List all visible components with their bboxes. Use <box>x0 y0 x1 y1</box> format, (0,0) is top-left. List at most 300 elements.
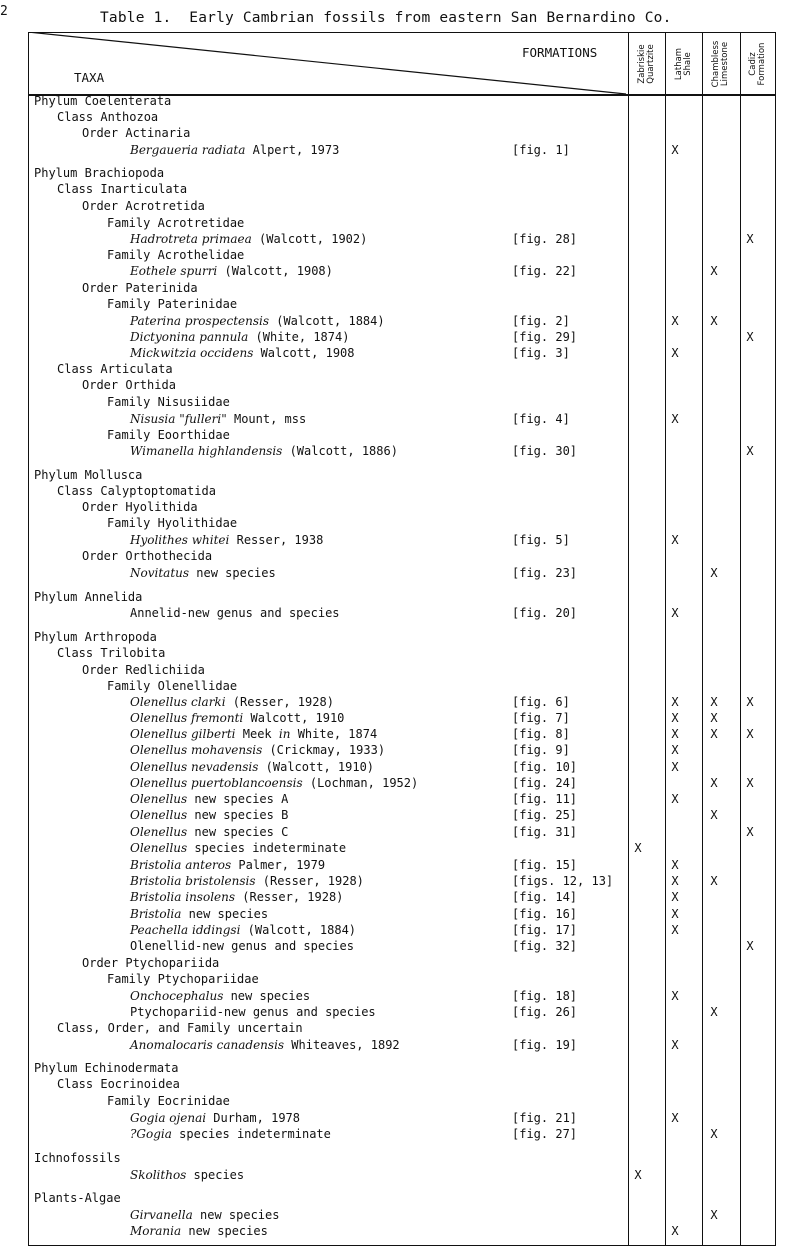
taxon-text-part: new species <box>192 1208 280 1222</box>
taxon-text-part: (Lochman, 1952) <box>302 776 419 790</box>
taxon-name <box>130 1037 400 1053</box>
table-row <box>0 873 800 889</box>
taxon-text-part: Family Nisusiidae <box>107 395 230 409</box>
occurrence-mark-cham: X <box>710 264 718 278</box>
taxon-name <box>130 726 377 742</box>
table-row <box>0 807 800 823</box>
taxon-name <box>82 377 176 393</box>
taxon-italic-part: Peachella iddingsi <box>130 923 241 937</box>
taxon-italic-part: Onchocephalus <box>130 989 224 1003</box>
occurrence-mark-lat: X <box>671 874 679 888</box>
taxon-text-part: (Walcott, 1902) <box>251 232 368 246</box>
taxon-text-part: new species <box>181 1224 268 1238</box>
taxon-text-part: Family Eoorthidae <box>107 428 230 442</box>
table-row <box>0 313 800 329</box>
occurrence-mark-lat: X <box>671 760 679 774</box>
column-header-latham-shale <box>667 36 701 92</box>
taxon-text-part: Class, Order, and Family uncertain <box>57 1021 303 1035</box>
taxon-italic-part: Olenellus fremonti <box>130 711 244 725</box>
taxon-italic-part: Olenellus <box>130 841 188 855</box>
figure-reference: [fig. 26] <box>512 1005 578 1019</box>
taxon-text-part: Plants-Algae <box>34 1191 121 1205</box>
taxon-name <box>130 938 354 954</box>
taxon-name <box>130 1223 268 1239</box>
table-row <box>0 1207 800 1223</box>
taxon-text-part: species indeterminate <box>187 841 347 855</box>
table-row <box>0 1037 800 1053</box>
figure-reference: [figs. 12, 13] <box>512 874 614 888</box>
table-row <box>0 125 800 141</box>
table-row <box>0 988 800 1004</box>
taxon-text-part: Phylum Mollusca <box>34 468 143 482</box>
taxon-name <box>130 313 385 329</box>
figure-reference: [fig. 14] <box>512 890 578 904</box>
taxon-text-part: Whiteaves, 1892 <box>284 1038 400 1052</box>
taxon-text-part: Order Paterinida <box>82 281 198 295</box>
taxon-italic-part: Olenellus clarki <box>130 695 226 709</box>
taxon-name <box>130 775 418 791</box>
taxon-text-part: Mount, mss <box>226 412 307 426</box>
occurrence-mark-lat: X <box>671 346 679 360</box>
table-row <box>0 231 800 247</box>
taxon-text-part: White, 1874 <box>290 727 378 741</box>
taxon-name <box>34 93 171 109</box>
table-row <box>0 532 800 548</box>
taxon-name <box>57 645 165 661</box>
occurrence-mark-cham: X <box>710 1127 718 1141</box>
table-row <box>0 165 800 181</box>
occurrence-mark-lat: X <box>671 743 679 757</box>
taxon-name <box>130 922 356 938</box>
taxon-italic-part: Novitatus <box>130 566 190 580</box>
occurrence-mark-lat: X <box>671 143 679 157</box>
occurrence-mark-cad: X <box>746 695 754 709</box>
taxon-name <box>130 1110 300 1126</box>
table-row <box>0 548 800 564</box>
taxon-text-part: species <box>186 1168 245 1182</box>
figure-reference: [fig. 9] <box>512 743 570 757</box>
table-row <box>0 198 800 214</box>
taxon-text-part: Order Ptychopariida <box>82 956 220 970</box>
table-row <box>0 629 800 645</box>
column-header-label: Cadiz Formation <box>748 42 767 86</box>
taxon-text-part: (White, 1874) <box>248 330 350 344</box>
page-number: 2 <box>0 4 8 19</box>
taxon-name <box>34 1060 179 1076</box>
taxon-name <box>107 515 237 531</box>
taxon-italic-part: Gogia ojenai <box>130 1111 207 1125</box>
taxon-name <box>57 181 187 197</box>
taxon-italic-part: ?Gogia <box>130 1127 172 1141</box>
table-row <box>0 1093 800 1109</box>
occurrence-mark-cham: X <box>710 711 718 725</box>
taxon-name <box>82 499 198 515</box>
taxon-name <box>130 988 310 1004</box>
taxon-name <box>130 142 339 158</box>
occurrence-mark-lat: X <box>671 412 679 426</box>
taxon-name <box>82 280 198 296</box>
taxon-name <box>130 1207 279 1223</box>
taxon-text-part: new species A <box>187 792 289 806</box>
taxon-italic-part: Bristolia anteros <box>130 858 232 872</box>
table-row <box>0 1190 800 1206</box>
taxon-name <box>130 231 367 247</box>
taxon-text-part: Family Eocrinidae <box>107 1094 230 1108</box>
figure-reference: [fig. 7] <box>512 711 570 725</box>
figure-reference: [fig. 28] <box>512 232 578 246</box>
taxon-name <box>34 467 142 483</box>
taxon-italic-part: Nisusia "fulleri" <box>130 412 227 426</box>
taxon-text-part: new species <box>189 566 276 580</box>
figure-reference: [fig. 20] <box>512 606 578 620</box>
taxon-italic-part: in <box>278 727 291 741</box>
table-row <box>0 263 800 279</box>
occurrence-mark-cham: X <box>710 727 718 741</box>
column-header-label: Zabriskie Quartzite <box>637 44 656 84</box>
occurrence-mark-cad: X <box>746 939 754 953</box>
taxon-italic-part: Hyolithes whitei <box>130 533 230 547</box>
figure-reference: [fig. 1] <box>512 143 570 157</box>
taxon-italic-part: Olenellus puertoblancoensis <box>130 776 303 790</box>
taxon-italic-part: Olenellus nevadensis <box>130 760 259 774</box>
taxon-name <box>130 889 343 905</box>
taxon-text-part: (Walcott, 1884) <box>240 923 357 937</box>
taxon-text-part: Family Acrotretidae <box>107 216 245 230</box>
figure-reference: [fig. 21] <box>512 1111 578 1125</box>
occurrence-mark-cad: X <box>746 444 754 458</box>
table-row <box>0 515 800 531</box>
table-row <box>0 280 800 296</box>
taxon-text-part: Class Trilobita <box>57 646 166 660</box>
table-row <box>0 694 800 710</box>
taxon-name <box>34 1150 121 1166</box>
taxon-text-part: Class Anthozoa <box>57 110 159 124</box>
taxon-text-part: (Walcott, 1910) <box>258 760 375 774</box>
taxon-text-part: Phylum Annelida <box>34 590 143 604</box>
table-row <box>0 345 800 361</box>
table-row <box>0 109 800 125</box>
taxon-name <box>34 1190 121 1206</box>
taxon-name <box>107 971 259 987</box>
table-row <box>0 483 800 499</box>
table-row <box>0 889 800 905</box>
figure-reference: [fig. 15] <box>512 858 578 872</box>
taxa-label: TAXA <box>74 70 105 85</box>
taxon-name <box>130 345 355 361</box>
table-row <box>0 775 800 791</box>
figure-reference: [fig. 3] <box>512 346 570 360</box>
table-row <box>0 759 800 775</box>
taxon-text-part: Phylum Arthropoda <box>34 630 157 644</box>
taxon-text-part: (Walcott, 1886) <box>282 444 398 458</box>
occurrence-mark-cad: X <box>746 727 754 741</box>
occurrence-mark-cad: X <box>746 232 754 246</box>
occurrence-mark-lat: X <box>671 606 679 620</box>
taxon-italic-part: Paterina prospectensis <box>130 314 269 328</box>
occurrence-mark-cad: X <box>746 776 754 790</box>
taxon-name <box>130 791 288 807</box>
table-row <box>0 142 800 158</box>
occurrence-mark-lat: X <box>671 314 679 328</box>
table-row <box>0 938 800 954</box>
taxon-italic-part: Wimanella highlandensis <box>130 444 283 458</box>
table-row <box>0 971 800 987</box>
figure-reference: [fig. 17] <box>512 923 578 937</box>
table-row <box>0 1076 800 1092</box>
table-row <box>0 605 800 621</box>
table-row <box>0 565 800 581</box>
figure-reference: [fig. 8] <box>512 727 570 741</box>
taxon-name <box>130 873 364 889</box>
taxon-name <box>107 215 244 231</box>
occurrence-mark-lat: X <box>671 1111 679 1125</box>
table-row <box>0 645 800 661</box>
taxon-italic-part: Olenellus gilberti <box>130 727 236 741</box>
taxon-name <box>82 955 219 971</box>
taxon-italic-part: Bergaueria radiata <box>130 143 246 157</box>
table-row <box>0 181 800 197</box>
occurrence-mark-lat: X <box>671 533 679 547</box>
taxon-italic-part: Olenellus mohavensis <box>130 743 263 757</box>
occurrence-mark-cham: X <box>710 314 718 328</box>
column-header-chambless-limestone <box>704 36 738 92</box>
taxon-text-part: Family Paterinidae <box>107 297 238 311</box>
table-row <box>0 791 800 807</box>
taxon-name <box>130 565 276 581</box>
taxon-name <box>130 857 325 873</box>
taxon-text-part: (Resser, 1928) <box>255 874 364 888</box>
taxon-name <box>57 1020 303 1036</box>
table-row <box>0 726 800 742</box>
taxon-text-part: Class Calyptoptomatida <box>57 484 216 498</box>
taxon-text-part: Order Actinaria <box>82 126 191 140</box>
table-row <box>0 922 800 938</box>
figure-reference: [fig. 19] <box>512 1038 578 1052</box>
figure-reference: [fig. 25] <box>512 808 578 822</box>
occurrence-mark-lat: X <box>671 858 679 872</box>
header-diagonal-divider <box>28 32 628 96</box>
taxon-italic-part: Girvanella <box>130 1208 193 1222</box>
taxon-text-part: Order Acrotretida <box>82 199 205 213</box>
formations-label: FORMATIONS <box>522 45 598 60</box>
taxon-text-part: new species <box>223 989 311 1003</box>
taxon-text-part: Family Ptychopariidae <box>107 972 259 986</box>
table-row <box>0 467 800 483</box>
taxon-text-part: Order Redlichiida <box>82 663 205 677</box>
figure-reference: [fig. 10] <box>512 760 578 774</box>
table-row <box>0 377 800 393</box>
taxon-name <box>107 247 244 263</box>
taxon-name <box>34 165 164 181</box>
taxon-text-part: Family Hyolithidae <box>107 516 238 530</box>
figure-reference: [fig. 23] <box>512 566 578 580</box>
taxon-text-part: Family Acrothelidae <box>107 248 245 262</box>
table-row <box>0 678 800 694</box>
taxon-name <box>107 296 237 312</box>
taxon-text-part: Family Olenellidae <box>107 679 238 693</box>
taxon-name <box>130 807 288 823</box>
taxon-text-part: (Walcott, 1884) <box>269 314 385 328</box>
taxon-text-part: (Resser, 1928) <box>225 695 334 709</box>
taxon-name <box>130 263 333 279</box>
taxon-name <box>82 198 205 214</box>
taxon-text-part: (Walcott, 1908) <box>217 264 333 278</box>
taxon-text-part: Ptychopariid-new genus and species <box>130 1005 376 1019</box>
occurrence-mark-lat: X <box>671 711 679 725</box>
taxon-name <box>130 1004 376 1020</box>
taxon-text-part: Order Orthida <box>82 378 176 392</box>
taxon-text-part: new species <box>181 907 269 921</box>
table-row <box>0 840 800 856</box>
taxon-name <box>107 427 230 443</box>
table-row <box>0 1020 800 1036</box>
table-row <box>0 710 800 726</box>
taxon-name <box>57 483 216 499</box>
figure-reference: [fig. 24] <box>512 776 578 790</box>
taxon-text-part: Resser, 1938 <box>229 533 324 547</box>
taxon-name <box>82 548 212 564</box>
table-row <box>0 499 800 515</box>
taxon-italic-part: Olenellus <box>130 808 188 822</box>
table-row <box>0 1110 800 1126</box>
table-row <box>0 1223 800 1239</box>
occurrence-mark-cham: X <box>710 695 718 709</box>
taxon-name <box>57 361 173 377</box>
taxon-name <box>130 742 385 758</box>
table-row <box>0 824 800 840</box>
table-row <box>0 296 800 312</box>
taxon-name <box>130 824 288 840</box>
figure-reference: [fig. 29] <box>512 330 578 344</box>
taxon-name <box>107 394 230 410</box>
taxon-name <box>130 710 344 726</box>
table-row <box>0 742 800 758</box>
table-row <box>0 93 800 109</box>
taxon-text-part: Class Inarticulata <box>57 182 188 196</box>
taxon-name <box>130 1126 331 1142</box>
occurrence-mark-cham: X <box>710 1208 718 1222</box>
occurrence-mark-lat: X <box>671 890 679 904</box>
taxon-italic-part: Bristolia insolens <box>130 890 236 904</box>
table-row <box>0 443 800 459</box>
taxon-text-part: Walcott, 1908 <box>253 346 355 360</box>
taxon-italic-part: Morania <box>130 1224 182 1238</box>
taxon-text-part: Annelid-new genus and species <box>130 606 340 620</box>
figure-reference: [fig. 4] <box>512 412 570 426</box>
taxon-italic-part: Bristolia bristolensis <box>130 874 256 888</box>
taxon-name <box>130 411 306 427</box>
taxon-text-part: Walcott, 1910 <box>243 711 345 725</box>
taxon-text-part: Class Eocrinoidea <box>57 1077 180 1091</box>
occurrence-mark-lat: X <box>671 1038 679 1052</box>
taxon-name <box>57 109 158 125</box>
taxon-name <box>130 443 398 459</box>
taxon-name <box>34 589 142 605</box>
taxon-text-part: Class Articulata <box>57 362 173 376</box>
occurrence-mark-lat: X <box>671 923 679 937</box>
taxon-text-part: Order Orthothecida <box>82 549 213 563</box>
taxon-text-part: Phylum Brachiopoda <box>34 166 165 180</box>
taxon-italic-part: Mickwitzia occidens <box>130 346 254 360</box>
taxon-text-part: Order Hyolithida <box>82 500 198 514</box>
taxon-text-part: Phylum Echinodermata <box>34 1061 179 1075</box>
table-row <box>0 215 800 231</box>
taxon-text-part: Phylum Coelenterata <box>34 94 172 108</box>
table-row <box>0 361 800 377</box>
figure-reference: [fig. 5] <box>512 533 570 547</box>
occurrence-mark-lat: X <box>671 989 679 1003</box>
taxon-name <box>130 532 323 548</box>
table-row <box>0 857 800 873</box>
figure-reference: [fig. 16] <box>512 907 578 921</box>
table-row <box>0 329 800 345</box>
table-row <box>0 906 800 922</box>
taxon-name <box>82 662 205 678</box>
taxon-italic-part: Skolithos <box>130 1168 187 1182</box>
taxon-text-part: species indeterminate <box>171 1127 331 1141</box>
taxon-italic-part: Hadrotreta primaea <box>130 232 252 246</box>
table-row <box>0 589 800 605</box>
taxon-text-part: Ichnofossils <box>34 1151 121 1165</box>
table-row <box>0 427 800 443</box>
occurrence-mark-cham: X <box>710 874 718 888</box>
taxon-name <box>130 329 349 345</box>
figure-reference: [fig. 27] <box>512 1127 578 1141</box>
figure-reference: [fig. 22] <box>512 264 578 278</box>
taxon-name <box>130 1167 244 1183</box>
taxon-name <box>34 629 157 645</box>
table-title: Table 1. Early Cambrian fossils from eastern San Bernardino Co. <box>100 10 672 26</box>
occurrence-mark-cham: X <box>710 808 718 822</box>
table-row <box>0 247 800 263</box>
table-row <box>0 394 800 410</box>
taxon-name <box>82 125 190 141</box>
figure-reference: [fig. 11] <box>512 792 578 806</box>
occurrence-mark-cad: X <box>746 330 754 344</box>
taxon-italic-part: Olenellus <box>130 792 188 806</box>
figure-reference: [fig. 30] <box>512 444 578 458</box>
occurrence-mark-cham: X <box>710 566 718 580</box>
occurrence-mark-zab: X <box>634 841 642 855</box>
figure-reference: [fig. 31] <box>512 825 578 839</box>
figure-reference: [fig. 2] <box>512 314 570 328</box>
taxon-italic-part: Olenellus <box>130 825 188 839</box>
figure-reference: [fig. 18] <box>512 989 578 1003</box>
taxon-text-part: new species C <box>187 825 289 839</box>
figure-reference: [fig. 6] <box>512 695 570 709</box>
occurrence-mark-lat: X <box>671 792 679 806</box>
occurrence-mark-cham: X <box>710 1005 718 1019</box>
table-row <box>0 1060 800 1076</box>
taxon-text-part: Alpert, 1973 <box>245 143 340 157</box>
column-header-label: Latham Shale <box>674 47 693 81</box>
occurrence-mark-lat: X <box>671 907 679 921</box>
column-header-zabriskie-quartzite <box>630 36 664 92</box>
occurrence-mark-zab: X <box>634 1168 642 1182</box>
table-row <box>0 955 800 971</box>
taxon-text-part: Meek <box>235 727 279 741</box>
taxon-text-part: (Resser, 1928) <box>235 890 344 904</box>
taxon-name <box>130 840 346 856</box>
table-row <box>0 1150 800 1166</box>
column-header-label: Chambless Limestone <box>711 40 730 88</box>
taxon-name <box>57 1076 180 1092</box>
taxon-text-part: (Crickmay, 1933) <box>262 743 386 757</box>
taxon-text-part: Olenellid-new genus and species <box>130 939 354 953</box>
occurrence-mark-lat: X <box>671 1224 679 1238</box>
occurrence-mark-cham: X <box>710 776 718 790</box>
taxon-italic-part: Dictyonina pannula <box>130 330 249 344</box>
